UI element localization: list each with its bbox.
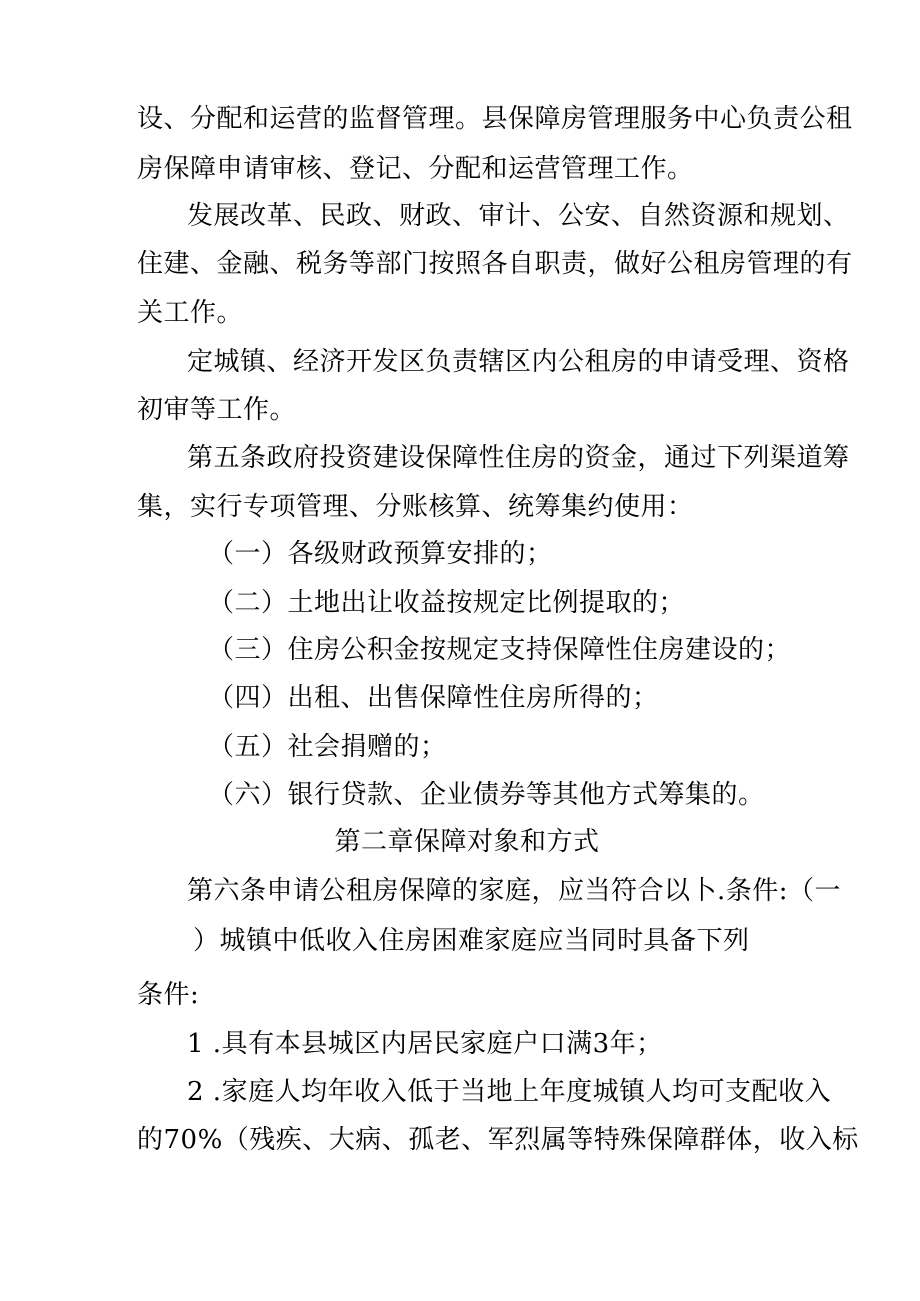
text-line: 设、分配和运营的监督管理。县保障房管理服务中心负责公租 [137, 104, 853, 134]
text-line: 集，实行专项管理、分账核算、统筹集约使用： [137, 492, 694, 522]
text-line: 房保障申请审核、登记、分配和运营管理工作。 [137, 154, 694, 184]
list-item: （一）各级财政预算安排的； [208, 539, 553, 569]
chapter-heading: 第二章保障对象和方式 [334, 827, 600, 857]
list-item: 2 .家庭人均年收入低于当地上年度城镇人均可支配收入 [187, 1077, 832, 1107]
text-line: 的70%（残疾、大病、孤老、军烈属等特殊保障群体，收入标 [137, 1125, 859, 1155]
text-line: 定城镇、经济开发区负责辖区内公租房的申请受理、资格 [187, 347, 850, 377]
text-line: 第六条申请公租房保障的家庭，应当符合以卜.条件:（一 [187, 876, 842, 906]
text-line: 关工作。 [137, 298, 244, 328]
text-line: ）城镇中低收入住房困难家庭应当同时具备下列 [193, 926, 750, 956]
text-line: 住建、金融、税务等部门按照各自职责，做好公租房管理的有 [137, 249, 853, 279]
list-item: （五）社会捐赠的； [208, 732, 447, 762]
text-line: 第五条政府投资建设保障性住房的资金，通过下列渠道筹 [187, 443, 850, 473]
list-item: （二）土地出让收益按规定比例提取的； [208, 588, 686, 618]
text-line: 条件: [137, 980, 200, 1010]
list-item: （四）出租、出售保障性住房所得的； [208, 683, 659, 713]
list-item: （六）银行贷款、企业债券等其他方式筹集的。 [208, 780, 765, 810]
list-item: 1 .具有本县城区内居民家庭户口满3年； [187, 1029, 663, 1059]
text-line: 初审等工作。 [137, 395, 297, 425]
text-line: 发展改革、民政、财政、审计、公安、自然资源和规划、 [187, 201, 850, 231]
list-item: （三）住房公积金按规定支持保障性住房建设的； [208, 635, 792, 665]
